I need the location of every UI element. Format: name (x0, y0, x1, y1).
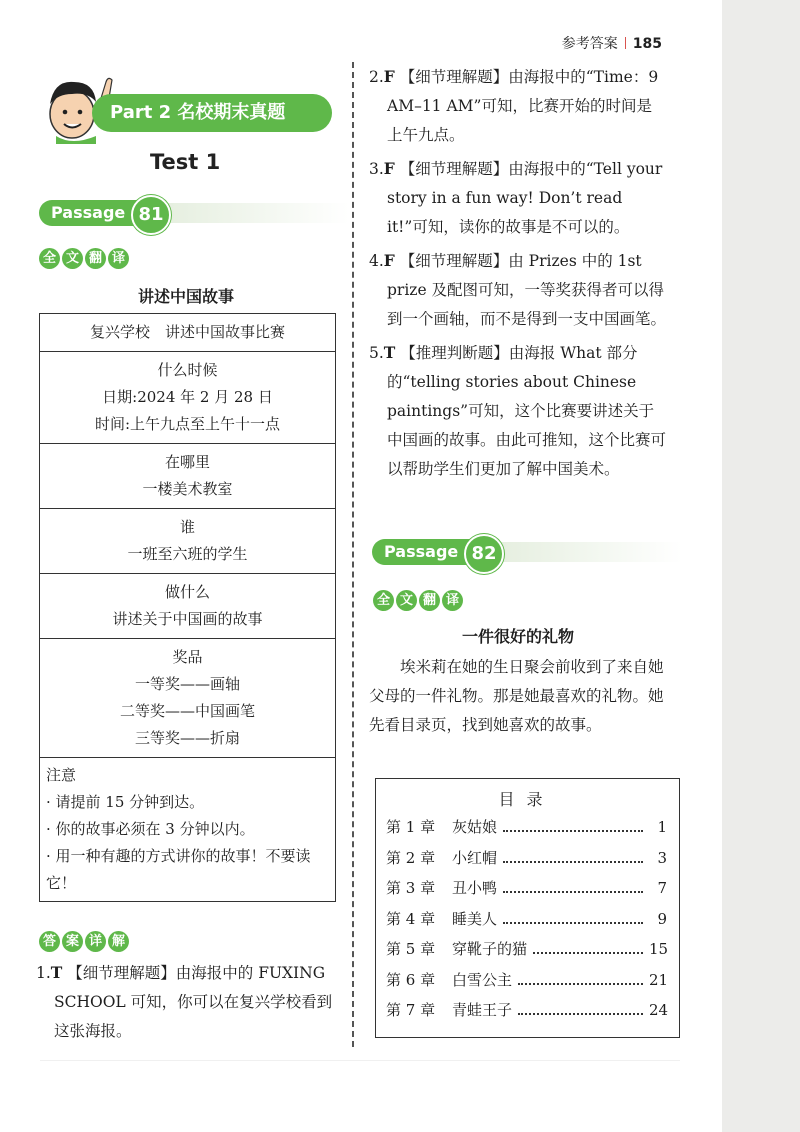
who-value: 一班至六班的学生 (127, 545, 248, 563)
note-item: · 你的故事必须在 3 分钟以内。 (46, 820, 255, 838)
header-separator (625, 37, 626, 49)
answer-item (36, 958, 338, 1046)
poster-where-section (40, 444, 335, 509)
answer-key: T (50, 963, 63, 982)
prize-first: 一等奖——画轴 (134, 675, 240, 693)
badge-char: 答 (39, 931, 60, 952)
answer-key: F (383, 67, 395, 86)
badge-char: 详 (85, 931, 106, 952)
badge-char: 翻 (419, 590, 440, 611)
what-title: 做什么 (164, 583, 210, 601)
poster-heading: 复兴学校 讲述中国故事比赛 (89, 323, 285, 341)
poster-who-section (40, 509, 335, 574)
answer-number: 5. (369, 344, 384, 362)
poster-notes-section (40, 758, 335, 901)
answer-text: 【细节理解题】由海报中的 FUXING SCHOOL 可知，你可以在复兴学校看到这张海报。 (54, 964, 333, 1040)
passage-number: 82 (464, 534, 504, 574)
toc-row (386, 999, 667, 1030)
toc-page: 21 (649, 970, 669, 989)
toc-name: 穿靴子的猫 (452, 940, 528, 958)
answers-right (369, 62, 667, 488)
poster-what-section (40, 574, 335, 639)
passage-label: Passage (39, 200, 159, 226)
badge-char: 案 (62, 931, 83, 952)
badge-char: 全 (39, 248, 60, 269)
full-translation-badge (373, 590, 463, 611)
answer-key: F (383, 159, 395, 178)
where-title: 在哪里 (164, 453, 210, 471)
toc-name: 小红帽 (452, 848, 498, 867)
answers-left (36, 958, 338, 1050)
toc-leader (503, 830, 643, 832)
tag-fade (502, 542, 682, 562)
badge-char: 译 (442, 590, 463, 611)
notes-title: 注意 (46, 766, 77, 784)
passage-81-title: 讲述中国故事 (138, 287, 235, 306)
passage-82-title: 一件很好的礼物 (462, 627, 575, 646)
toc-name: 丑小鸭 (452, 879, 498, 897)
toc-chapter: 第 4 章 (386, 909, 436, 928)
when-title: 什么时候 (157, 361, 218, 379)
what-value: 讲述关于中国画的故事 (112, 610, 263, 628)
passage-label: Passage (372, 539, 492, 565)
badge-char: 全 (373, 590, 394, 611)
answer-key: T (383, 343, 396, 362)
part-banner: Part 2 名校期末真题 (92, 94, 332, 132)
answer-number: 2. (369, 68, 384, 86)
who-title: 谁 (179, 518, 195, 536)
toc-leader (503, 861, 643, 863)
toc-leader (503, 922, 643, 924)
toc-name: 青蛙王子 (452, 1001, 513, 1019)
answer-item (369, 338, 667, 484)
page-header (562, 33, 662, 53)
toc-row (386, 969, 667, 1000)
poster-heading-section (40, 314, 335, 352)
answer-text: 【细节理解题】由海报中的“Time：9 AM–11 AM”可知，比赛开始的时间是上午九点。 (387, 68, 659, 144)
answer-number: 3. (369, 160, 384, 178)
answer-item (369, 154, 667, 242)
header-label: 参考答案 (561, 36, 618, 52)
badge-char: 译 (108, 248, 129, 269)
toc-row (386, 908, 667, 939)
column-divider (352, 62, 354, 1047)
toc-chapter: 第 1 章 (386, 818, 436, 836)
answer-number: 1. (36, 964, 51, 982)
toc-page: 7 (657, 879, 667, 897)
toc-page: 9 (657, 909, 667, 928)
prize-second: 二等奖——中国画笔 (119, 702, 255, 720)
prize-third: 三等奖——折扇 (134, 729, 240, 747)
when-date: 日期:2024 年 2 月 28 日 (102, 388, 273, 406)
page-number: 185 (632, 36, 662, 52)
prizes-title: 奖品 (172, 648, 203, 666)
toc-chapter: 第 7 章 (386, 1001, 436, 1019)
toc-row (386, 816, 667, 847)
when-time: 时间:上午九点至上午十一点 (94, 415, 281, 433)
tag-fade (169, 203, 349, 223)
answer-item (369, 246, 667, 334)
answer-item (369, 62, 667, 150)
toc-leader (518, 1013, 643, 1015)
toc-chapter: 第 3 章 (386, 879, 436, 897)
toc-row (386, 938, 667, 969)
badge-char: 文 (396, 590, 417, 611)
where-value: 一楼美术教室 (142, 480, 233, 498)
table-of-contents (375, 778, 680, 1038)
toc-chapter: 第 6 章 (386, 970, 436, 989)
answer-text: 【细节理解题】由 Prizes 中的 1st prize 及配图可知，一等奖获得者可以得到一个画轴，而不是得到一支中国画笔。 (387, 252, 667, 328)
answer-key: F (383, 251, 395, 270)
full-translation-badge (39, 248, 129, 269)
poster-when-section (40, 352, 335, 444)
page-edge (722, 0, 800, 1132)
bottom-rule (40, 1060, 680, 1061)
passage-number: 81 (131, 195, 171, 235)
toc-chapter: 第 5 章 (386, 940, 436, 958)
answer-text: 【推理判断题】由海报 What 部分的“telling stories about Chinese paintings”可知，这个比赛要讲述关于中国画的故事。由此可推知，这个比赛可以帮助学生们更加了解中国美术。 (387, 344, 667, 478)
story-paragraph: 埃米莉在她的生日聚会前收到了来自她父母的一件礼物。那是她最喜欢的礼物。她先看目录页，找到她喜欢的故事。 (369, 658, 664, 734)
toc-row (386, 877, 667, 908)
toc-title: 目录 (498, 790, 555, 809)
passage-82-tag (372, 537, 682, 567)
toc-page: 3 (657, 848, 667, 867)
passage-81-tag (39, 198, 349, 228)
note-item: · 用一种有趣的方式讲你的故事！不要读它！ (46, 847, 311, 892)
note-item: · 请提前 15 分钟到达。 (46, 793, 205, 811)
answer-explanation-badge (39, 931, 129, 952)
toc-chapter: 第 2 章 (386, 848, 436, 867)
toc-row (386, 847, 667, 878)
toc-leader (518, 983, 643, 985)
badge-char: 解 (108, 931, 129, 952)
badge-char: 翻 (85, 248, 106, 269)
answer-number: 4. (369, 252, 384, 270)
toc-leader (503, 891, 643, 893)
toc-name: 灰姑娘 (452, 818, 498, 836)
answer-text: 【细节理解题】由海报中的“Tell your story in a fun way! Don’t read it!”可知，读你的故事是不可以的。 (387, 160, 663, 236)
toc-page: 15 (649, 940, 669, 958)
poster-prizes-section (40, 639, 335, 758)
toc-page: 24 (649, 1001, 669, 1019)
toc-leader (533, 952, 643, 954)
toc-name: 睡美人 (452, 909, 498, 928)
toc-name: 白雪公主 (452, 970, 513, 989)
badge-char: 文 (62, 248, 83, 269)
test-title: Test 1 (150, 150, 221, 174)
toc-page: 1 (657, 818, 667, 836)
contest-poster (39, 313, 336, 902)
